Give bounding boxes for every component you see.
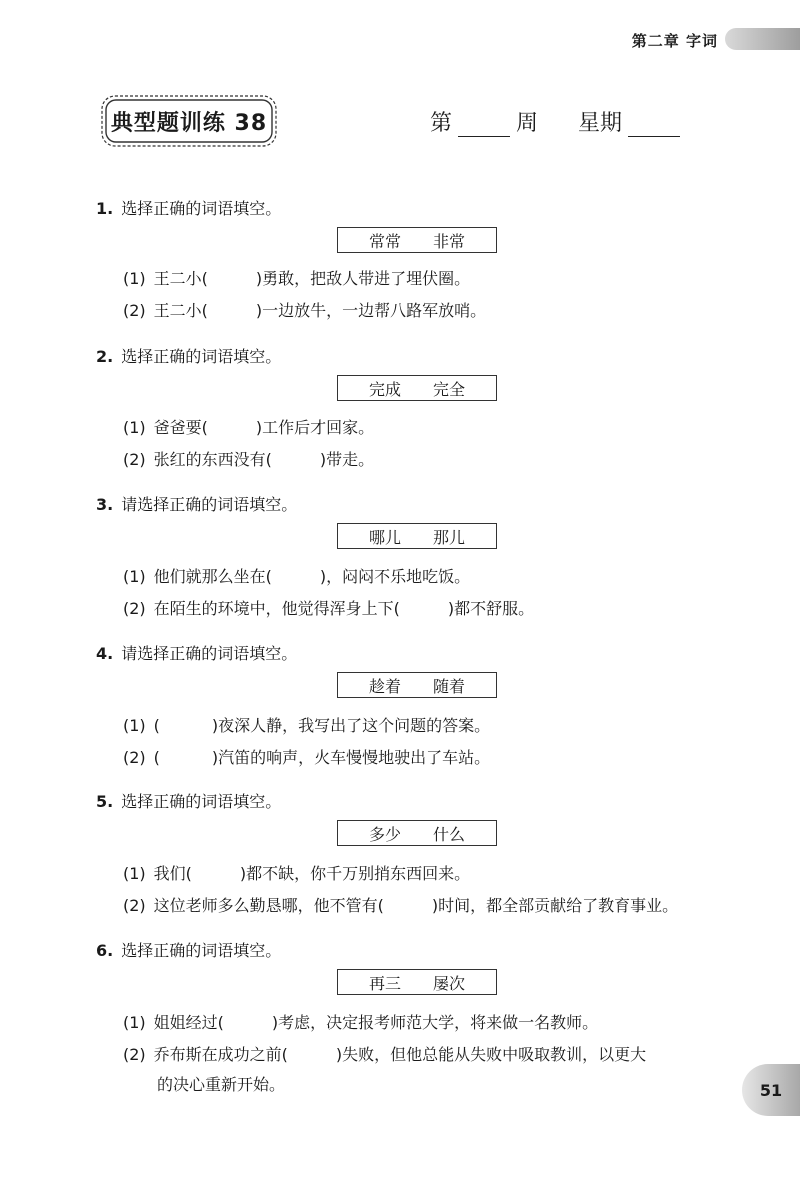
word-choice: 完成 (368, 379, 401, 399)
question-4-item-1 (123, 713, 490, 736)
word-choice: 哪儿 (368, 527, 401, 547)
word-choice: 非常 (433, 231, 466, 251)
item-text-before: 姐姐经过( (153, 1013, 224, 1032)
week-suffix: 周 (516, 111, 539, 136)
word-choices-3 (337, 523, 497, 549)
chapter-tab-decoration (725, 28, 800, 50)
item-text-after: )勇敢，把敌人带进了埋伏圈。 (255, 269, 471, 288)
item-text-after: )，闷闷不乐地吃饭。 (319, 567, 471, 586)
item-label: (1) (123, 864, 146, 883)
item-label: (1) (123, 567, 146, 586)
item-text-before: 张红的东西没有( (153, 450, 272, 469)
question-number: 2. (96, 347, 114, 366)
word-choice: 再三 (368, 973, 401, 993)
question-1 (96, 196, 281, 219)
word-choice: 趁着 (368, 676, 401, 696)
question-number: 5. (96, 792, 114, 811)
question-text: 请选择正确的词语填空。 (121, 644, 298, 663)
item-text-before: 他们就那么坐在( (153, 567, 272, 586)
word-choice: 完全 (433, 379, 466, 399)
question-text: 请选择正确的词语填空。 (121, 495, 298, 514)
question-2 (96, 344, 281, 367)
item-label: (2) (123, 748, 146, 767)
question-number: 4. (96, 644, 114, 663)
item-text-before: ( (153, 716, 160, 735)
chapter-header: 第二章 字词 (631, 32, 718, 50)
date-line (430, 106, 686, 137)
question-2-item-2 (123, 447, 374, 470)
item-label: (2) (123, 599, 146, 618)
word-choice: 屡次 (433, 973, 466, 993)
question-number: 1. (96, 199, 114, 218)
question-6-item-2 (123, 1042, 646, 1065)
exercise-title-frame (100, 94, 278, 148)
question-6-item-1 (123, 1010, 598, 1033)
question-6-item-2-continuation: 的决心重新开始。 (157, 1075, 286, 1094)
item-text-after: )一边放牛，一边帮八路军放哨。 (255, 301, 487, 320)
question-1-item-1 (123, 266, 470, 289)
word-choices-6 (337, 969, 497, 995)
item-label: (1) (123, 1013, 146, 1032)
item-text-after: )时间，都全部贡献给了教育事业。 (431, 896, 679, 915)
item-text-after: )夜深人静，我写出了这个问题的答案。 (211, 716, 491, 735)
word-choice: 随着 (433, 676, 466, 696)
item-text-before: 在陌生的环境中，他觉得浑身上下( (153, 599, 400, 618)
item-text-before: ( (153, 748, 160, 767)
item-label: (2) (123, 450, 146, 469)
word-choice: 什么 (433, 824, 466, 844)
word-choices-4 (337, 672, 497, 698)
item-text-after: )都不缺，你千万别捎东西回来。 (239, 864, 471, 883)
item-label: (1) (123, 269, 146, 288)
item-text-before: 王二小( (153, 301, 208, 320)
item-text-after: )汽笛的响声，火车慢慢地驶出了车站。 (211, 748, 491, 767)
question-4-item-2 (123, 745, 490, 768)
word-choices-1 (337, 227, 497, 253)
item-label: (1) (123, 716, 146, 735)
question-3-item-1 (123, 564, 470, 587)
item-text-before: 这位老师多么勤恳哪，他不管有( (153, 896, 384, 915)
question-5-item-1 (123, 861, 470, 884)
question-text: 选择正确的词语填空。 (121, 199, 282, 218)
question-3 (96, 492, 297, 515)
question-text: 选择正确的词语填空。 (121, 347, 282, 366)
item-label: (2) (123, 301, 146, 320)
question-text: 选择正确的词语填空。 (121, 792, 282, 811)
question-6 (96, 938, 281, 961)
word-choice: 那儿 (433, 527, 466, 547)
question-number: 6. (96, 941, 114, 960)
word-choice: 常常 (368, 231, 401, 251)
word-choice: 多少 (368, 824, 401, 844)
question-2-item-1 (123, 415, 374, 438)
item-label: (1) (123, 418, 146, 437)
word-choices-2 (337, 375, 497, 401)
question-5 (96, 789, 281, 812)
exercise-title: 典型题训练 38 (110, 110, 268, 136)
item-label: (2) (123, 1045, 146, 1064)
item-text-after: )带走。 (319, 450, 375, 469)
question-number: 3. (96, 495, 114, 514)
item-text-after: )都不舒服。 (447, 599, 535, 618)
weekday-blank[interactable] (628, 114, 680, 137)
page-number: 51 (742, 1064, 800, 1116)
item-text-before: 爸爸要( (153, 418, 208, 437)
item-text-before: 我们( (153, 864, 192, 883)
word-choices-5 (337, 820, 497, 846)
question-3-item-2 (123, 596, 534, 619)
weekday-prefix: 星期 (578, 111, 623, 136)
week-prefix: 第 (430, 111, 453, 136)
item-text-after: )工作后才回家。 (255, 418, 375, 437)
question-4 (96, 641, 297, 664)
item-text-before: 乔布斯在成功之前( (153, 1045, 288, 1064)
question-5-item-2 (123, 893, 678, 916)
question-text: 选择正确的词语填空。 (121, 941, 282, 960)
item-text-after: )失败，但他总能从失败中吸取教训，以更大 (335, 1045, 647, 1064)
item-text-before: 王二小( (153, 269, 208, 288)
week-blank[interactable] (458, 114, 510, 137)
item-text-after: )考虑，决定报考师范大学，将来做一名教师。 (271, 1013, 599, 1032)
question-1-item-2 (123, 298, 486, 321)
item-label: (2) (123, 896, 146, 915)
